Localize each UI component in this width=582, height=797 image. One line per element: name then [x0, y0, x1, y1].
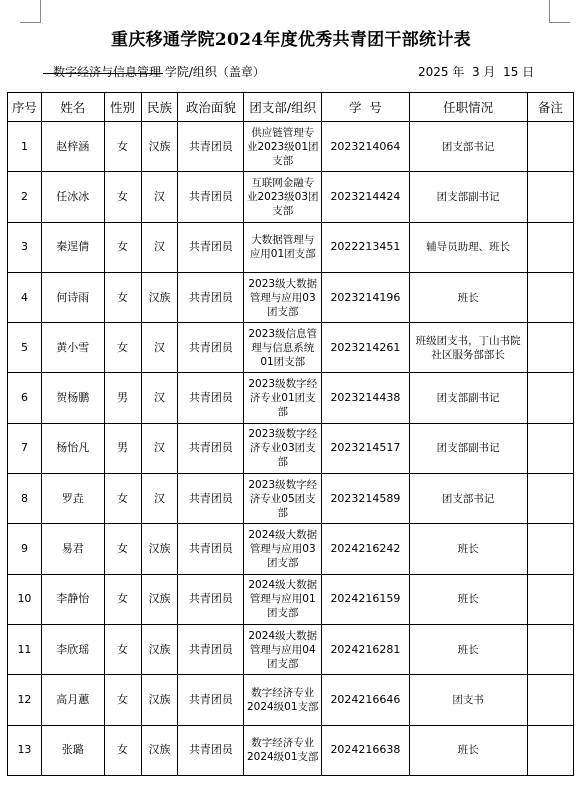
- header-remarks: 备注: [527, 93, 573, 122]
- cell-gender: 女: [104, 624, 141, 674]
- cell-branch: 2024级大数据管理与应用04团支部: [244, 624, 322, 674]
- cell-ethnicity: 汉族: [141, 524, 178, 574]
- cell-branch: 2023级数字经济专业03团支部: [244, 423, 322, 473]
- unit-label: [43, 63, 265, 79]
- cell-position: 班长: [409, 624, 527, 674]
- cell-remarks: [527, 323, 573, 373]
- cell-remarks: [527, 222, 573, 272]
- cell-branch: 2023级信息管理与信息系统01团支部: [244, 323, 322, 373]
- cell-student-id: 2023214064: [322, 122, 409, 172]
- cell-gender: 男: [104, 423, 141, 473]
- cell-name: 罗垚: [41, 474, 104, 524]
- cell-ethnicity: 汉: [141, 423, 178, 473]
- table-header-row: [8, 93, 574, 122]
- cell-gender: 女: [104, 474, 141, 524]
- cell-gender: 女: [104, 675, 141, 725]
- table-row: [8, 474, 574, 524]
- cell-name: 任冰冰: [41, 172, 104, 222]
- cell-ethnicity: 汉: [141, 222, 178, 272]
- cell-remarks: [527, 524, 573, 574]
- cell-remarks: [527, 272, 573, 322]
- cell-index: 6: [8, 373, 42, 423]
- cell-remarks: [527, 474, 573, 524]
- cell-ethnicity: 汉: [141, 474, 178, 524]
- cell-index: 3: [8, 222, 42, 272]
- cell-position: 班长: [409, 272, 527, 322]
- cell-position: 团支部副书记: [409, 423, 527, 473]
- cell-index: 2: [8, 172, 42, 222]
- header-index: 序号: [8, 93, 42, 122]
- cell-name: 贺杨鹏: [41, 373, 104, 423]
- table-row: [8, 423, 574, 473]
- cell-index: 13: [8, 725, 42, 775]
- table-row: [8, 323, 574, 373]
- cell-branch: 2024级大数据管理与应用01团支部: [244, 574, 322, 624]
- cell-student-id: 2023214261: [322, 323, 409, 373]
- cell-remarks: [527, 574, 573, 624]
- cell-branch: 2023级数字经济专业05团支部: [244, 474, 322, 524]
- cell-ethnicity: 汉: [141, 373, 178, 423]
- cell-name: 杨怡凡: [41, 423, 104, 473]
- cell-student-id: 2023214589: [322, 474, 409, 524]
- crop-mark-top-left: [20, 0, 41, 23]
- cell-student-id: 2023214438: [322, 373, 409, 423]
- cell-gender: 女: [104, 725, 141, 775]
- cell-branch: 数字经济专业2024级01支部: [244, 725, 322, 775]
- cell-branch: 数字经济专业2024级01支部: [244, 675, 322, 725]
- cell-name: 赵梓涵: [41, 122, 104, 172]
- cell-index: 8: [8, 474, 42, 524]
- cell-ethnicity: 汉族: [141, 272, 178, 322]
- cell-political-status: 共青团员: [178, 624, 244, 674]
- cell-index: 9: [8, 524, 42, 574]
- cell-student-id: 2024216646: [322, 675, 409, 725]
- cell-gender: 女: [104, 122, 141, 172]
- cell-ethnicity: 汉族: [141, 624, 178, 674]
- header-gender: 性别: [104, 93, 141, 122]
- cell-position: 团支部副书记: [409, 172, 527, 222]
- cell-position: 团支书: [409, 675, 527, 725]
- cell-remarks: [527, 122, 573, 172]
- cell-ethnicity: 汉: [141, 172, 178, 222]
- cell-ethnicity: 汉族: [141, 574, 178, 624]
- cell-gender: 女: [104, 222, 141, 272]
- cell-political-status: 共青团员: [178, 574, 244, 624]
- cell-remarks: [527, 624, 573, 674]
- cell-student-id: 2022213451: [322, 222, 409, 272]
- table-row: [8, 272, 574, 322]
- table-row: [8, 373, 574, 423]
- cell-position: 班长: [409, 574, 527, 624]
- header-political-status: 政治面貌: [178, 93, 244, 122]
- cell-name: 秦逞倩: [41, 222, 104, 272]
- cell-gender: 女: [104, 323, 141, 373]
- cell-remarks: [527, 373, 573, 423]
- table-row: [8, 524, 574, 574]
- table-row: [8, 725, 574, 775]
- cell-index: 10: [8, 574, 42, 624]
- cell-index: 4: [8, 272, 42, 322]
- cell-position: 团支部副书记: [409, 373, 527, 423]
- cell-index: 12: [8, 675, 42, 725]
- cell-position: 班长: [409, 725, 527, 775]
- cell-political-status: 共青团员: [178, 323, 244, 373]
- table-row: [8, 624, 574, 674]
- cell-name: 何诗雨: [41, 272, 104, 322]
- cell-name: 易君: [41, 524, 104, 574]
- cell-index: 7: [8, 423, 42, 473]
- cell-position: 团支部书记: [409, 474, 527, 524]
- cell-position: 班长: [409, 524, 527, 574]
- cell-gender: 女: [104, 524, 141, 574]
- cell-remarks: [527, 172, 573, 222]
- cell-political-status: 共青团员: [178, 524, 244, 574]
- cell-political-status: 共青团员: [178, 373, 244, 423]
- cell-name: 黄小雪: [41, 323, 104, 373]
- cell-political-status: 共青团员: [178, 423, 244, 473]
- cell-branch: 2023级数字经济专业01团支部: [244, 373, 322, 423]
- cell-student-id: 2024216242: [322, 524, 409, 574]
- cell-index: 11: [8, 624, 42, 674]
- cell-ethnicity: 汉族: [141, 675, 178, 725]
- cell-gender: 女: [104, 172, 141, 222]
- header-position: 任职情况: [409, 93, 527, 122]
- cell-position: 班级团支书，丁山书院社区服务部部长: [409, 323, 527, 373]
- cell-name: 李欣瑶: [41, 624, 104, 674]
- cell-branch: 大数据管理与应用01团支部: [244, 222, 322, 272]
- header-student-id: 学 号: [322, 93, 409, 122]
- unit-text: 数字经济与信息管理 学院/组织（盖章）: [53, 65, 265, 79]
- document-date: 2025 年 3 月 15 日: [418, 65, 535, 79]
- cell-branch: 2024级大数据管理与应用03团支部: [244, 524, 322, 574]
- header-ethnicity: 民族: [141, 93, 178, 122]
- cell-student-id: 2024216281: [322, 624, 409, 674]
- table-row: [8, 574, 574, 624]
- cell-position: 辅导员助理、班长: [409, 222, 527, 272]
- header-branch: 团支部/组织: [244, 93, 322, 122]
- crop-mark-top-right: [549, 0, 570, 23]
- cell-student-id: 2023214196: [322, 272, 409, 322]
- cell-political-status: 共青团员: [178, 222, 244, 272]
- cell-ethnicity: 汉族: [141, 122, 178, 172]
- cell-student-id: 2024216159: [322, 574, 409, 624]
- cell-student-id: 2023214517: [322, 423, 409, 473]
- cell-name: 李静怡: [41, 574, 104, 624]
- cell-gender: 女: [104, 272, 141, 322]
- cell-branch: 供应链管理专业2023级01团支部: [244, 122, 322, 172]
- cell-remarks: [527, 675, 573, 725]
- cell-remarks: [527, 423, 573, 473]
- cell-index: 5: [8, 323, 42, 373]
- cell-remarks: [527, 725, 573, 775]
- cell-student-id: 2023214424: [322, 172, 409, 222]
- cell-political-status: 共青团员: [178, 122, 244, 172]
- cell-political-status: 共青团员: [178, 675, 244, 725]
- cell-branch: 2023级大数据管理与应用03团支部: [244, 272, 322, 322]
- cell-name: 高月蕙: [41, 675, 104, 725]
- cell-index: 1: [8, 122, 42, 172]
- cell-gender: 女: [104, 574, 141, 624]
- cell-student-id: 2024216638: [322, 725, 409, 775]
- table-row: [8, 675, 574, 725]
- cell-political-status: 共青团员: [178, 474, 244, 524]
- cell-political-status: 共青团员: [178, 272, 244, 322]
- cell-ethnicity: 汉族: [141, 725, 178, 775]
- table-row: [8, 122, 574, 172]
- cell-political-status: 共青团员: [178, 172, 244, 222]
- cadre-table: [7, 92, 574, 776]
- cell-political-status: 共青团员: [178, 725, 244, 775]
- cell-name: 张璐: [41, 725, 104, 775]
- document-title: 重庆移通学院2024年度优秀共青团干部统计表: [111, 30, 471, 50]
- cell-branch: 互联网金融专业2023级03团支部: [244, 172, 322, 222]
- table-row: [8, 172, 574, 222]
- cell-gender: 男: [104, 373, 141, 423]
- table-row: [8, 222, 574, 272]
- header-name: 姓名: [41, 93, 104, 122]
- cell-position: 团支部书记: [409, 122, 527, 172]
- cell-ethnicity: 汉: [141, 323, 178, 373]
